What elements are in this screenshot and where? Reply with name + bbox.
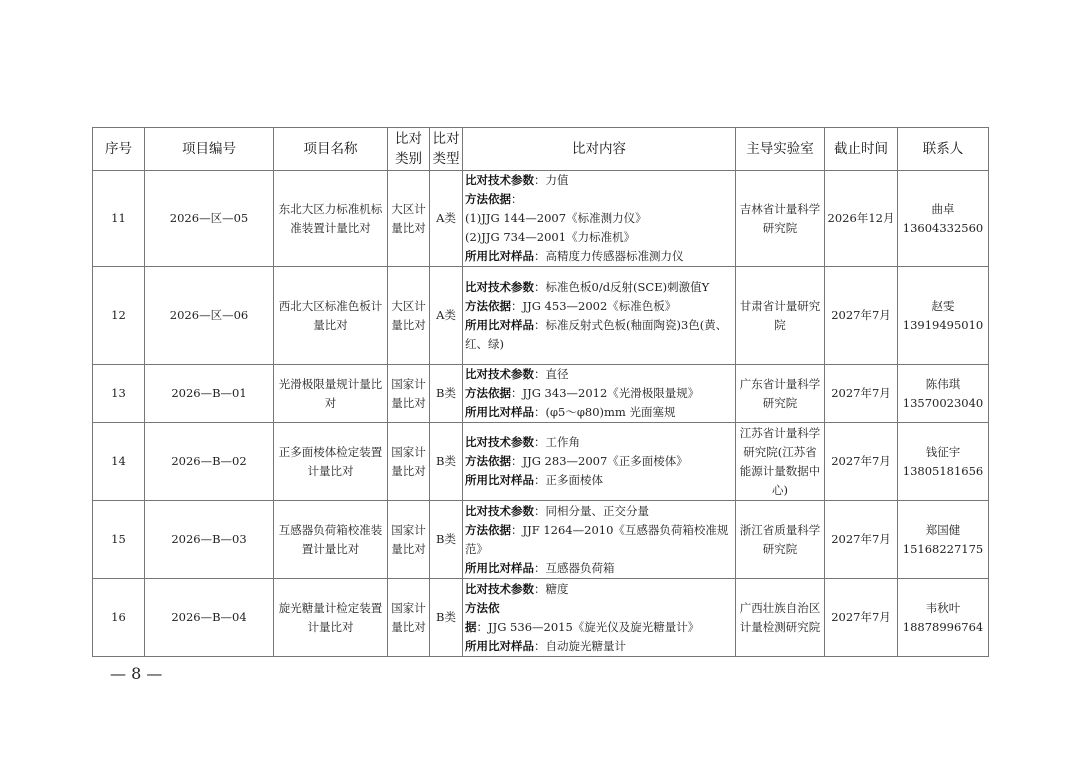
content-text: ：JJG 283—2007《正多面棱体》 [511, 454, 688, 468]
cell-deadline: 2027年7月 [825, 579, 898, 657]
cell-category: 国家计量比对 [388, 365, 430, 423]
cell-deadline: 2027年7月 [825, 501, 898, 579]
cell-lead-lab: 甘肃省计量研究院 [736, 267, 825, 365]
cell-contact [898, 365, 989, 423]
content-line [465, 502, 733, 521]
cell-project-name: 光滑极限量规计量比对 [274, 365, 388, 423]
cell-category: 国家计量比对 [388, 423, 430, 501]
header-type: 比对类型 [430, 128, 463, 171]
cell-lead-lab: 广东省计量科学研究院 [736, 365, 825, 423]
contact-name: 郑国健 [925, 522, 961, 537]
header-content: 比对内容 [463, 128, 736, 171]
cell-project-name: 互感器负荷箱校准装置计量比对 [274, 501, 388, 579]
cell-lead-lab: 吉林省计量科学研究院 [736, 171, 825, 267]
content-line [465, 433, 733, 452]
contact-name: 韦秋叶 [925, 600, 961, 615]
contact-name: 曲卓 [931, 201, 955, 216]
header-lead-lab: 主导实验室 [736, 128, 825, 171]
content-text: ：力值 [534, 173, 569, 187]
cell-content [463, 579, 736, 657]
page-number: — 8 — [110, 664, 163, 683]
cell-content [463, 171, 736, 267]
content-text: ：标准反射式色板(釉面陶瓷)3色(黄、红、绿) [465, 317, 728, 351]
cell-type: B类 [430, 423, 463, 501]
contact-phone: 13604332560 [902, 220, 984, 235]
cell-content [463, 365, 736, 423]
cell-project-name: 旋光糖量计检定装置计量比对 [274, 579, 388, 657]
content-text: ：自动旋光糖量计 [534, 638, 626, 653]
contact-name: 钱征宇 [925, 444, 961, 459]
content-text: ：糖度 [534, 581, 569, 596]
cell-project-code: 2026—区—06 [145, 267, 274, 365]
cell-serial: 12 [93, 267, 145, 365]
cell-type: B类 [430, 501, 463, 579]
cell-project-code: 2026—区—05 [145, 171, 274, 267]
content-line [465, 403, 733, 422]
contact-name: 陈伟琪 [925, 376, 961, 391]
contact-phone: 13805181656 [902, 463, 984, 478]
content-text: ：高精度力传感器标准测力仪 [534, 249, 684, 263]
header-project-name: 项目名称 [274, 128, 388, 171]
content-label: 所用比对样品 [465, 405, 534, 419]
content-label: 比对技术参数 [465, 173, 534, 187]
content-text: (1)JJG 144—2007《标准测力仪》 [465, 211, 647, 225]
content-line [465, 452, 733, 471]
cell-project-code: 2026—B—02 [145, 423, 274, 501]
cell-content [463, 267, 736, 365]
cell-contact [898, 423, 989, 501]
content-label: 比对技术参数 [465, 581, 534, 596]
content-line [465, 471, 733, 490]
content-text: ：互感器负荷箱 [534, 560, 615, 575]
contact-phone: 13919495010 [902, 317, 984, 332]
comparison-projects-table [92, 127, 989, 657]
contact-name: 赵雯 [931, 298, 955, 313]
content-line [465, 247, 733, 266]
header-contact: 联系人 [898, 128, 989, 171]
content-line [465, 209, 733, 228]
cell-lead-lab: 江苏省计量科学研究院(江苏省能源计量数据中心) [736, 423, 825, 501]
content-line [465, 559, 733, 578]
table-row [93, 171, 989, 267]
cell-category: 大区计量比对 [388, 171, 430, 267]
content-line [465, 190, 733, 209]
content-line [465, 580, 733, 599]
contact-phone: 13570023040 [902, 395, 984, 410]
content-label: 方法依据 [465, 192, 511, 206]
content-text: ：工作角 [534, 435, 580, 449]
content-text: ：JJF 1264—2010《互感器负荷箱校准规范》 [465, 522, 729, 556]
cell-contact [898, 267, 989, 365]
header-project-code: 项目编号 [145, 128, 274, 171]
cell-serial: 16 [93, 579, 145, 657]
cell-deadline: 2027年7月 [825, 267, 898, 365]
content-line [465, 637, 733, 656]
content-line [465, 365, 733, 384]
cell-project-code: 2026—B—04 [145, 579, 274, 657]
content-label: 所用比对样品 [465, 560, 534, 575]
cell-type: A类 [430, 171, 463, 267]
content-label: 所用比对样品 [465, 249, 534, 263]
cell-content [463, 423, 736, 501]
header-serial: 序号 [93, 128, 145, 171]
content-line [465, 171, 733, 190]
content-label: 所用比对样品 [465, 317, 534, 332]
content-label: 所用比对样品 [465, 473, 534, 487]
cell-project-code: 2026—B—03 [145, 501, 274, 579]
header-category: 比对类别 [388, 128, 430, 171]
cell-serial: 11 [93, 171, 145, 267]
table-row [93, 579, 989, 657]
content-line [465, 316, 733, 354]
table-row [93, 423, 989, 501]
cell-lead-lab: 广西壮族自治区计量检测研究院 [736, 579, 825, 657]
content-label: 方法依据 [465, 522, 511, 537]
content-line [465, 297, 733, 316]
table-row [93, 501, 989, 579]
content-text: ：JJG 536—2015《旋光仪及旋光糖量计》 [476, 619, 700, 634]
content-text: ：JJG 343—2012《光滑极限量规》 [511, 386, 700, 400]
table-row [93, 365, 989, 423]
content-label: 比对技术参数 [465, 367, 534, 381]
content-label: 方法依据 [465, 386, 511, 400]
cell-content [463, 501, 736, 579]
content-label: 比对技术参数 [465, 503, 534, 518]
contact-phone: 18878996764 [902, 619, 984, 634]
content-line [465, 278, 733, 297]
cell-deadline: 2026年12月 [825, 171, 898, 267]
header-deadline: 截止时间 [825, 128, 898, 171]
cell-category: 国家计量比对 [388, 579, 430, 657]
content-label: 比对技术参数 [465, 435, 534, 449]
cell-deadline: 2027年7月 [825, 365, 898, 423]
cell-project-name: 正多面棱体检定装置计量比对 [274, 423, 388, 501]
cell-project-name: 东北大区力标准机标准装置计量比对 [274, 171, 388, 267]
table-header-row [93, 128, 989, 171]
cell-contact [898, 501, 989, 579]
content-text: ：直径 [534, 367, 569, 381]
cell-serial: 14 [93, 423, 145, 501]
cell-type: A类 [430, 267, 463, 365]
cell-project-code: 2026—B—01 [145, 365, 274, 423]
cell-type: B类 [430, 579, 463, 657]
content-line [465, 384, 733, 403]
content-text: (2)JJG 734—2001《力标准机》 [465, 230, 636, 244]
cell-serial: 15 [93, 501, 145, 579]
cell-serial: 13 [93, 365, 145, 423]
cell-deadline: 2027年7月 [825, 423, 898, 501]
contact-phone: 15168227175 [902, 541, 984, 556]
cell-contact [898, 579, 989, 657]
content-text: ：同相分量、正交分量 [534, 503, 649, 518]
content-label: 比对技术参数 [465, 279, 534, 294]
cell-contact [898, 171, 989, 267]
cell-project-name: 西北大区标准色板计量比对 [274, 267, 388, 365]
content-text: ：JJG 453—2002《标准色板》 [511, 298, 677, 313]
content-line [465, 228, 733, 247]
content-text: ：(φ5～φ80)mm 光面塞规 [534, 405, 676, 419]
table-row [93, 267, 989, 365]
content-text: ：标准色板0/d反射(SCE)刺激值Y [534, 279, 710, 294]
content-line [465, 521, 733, 559]
content-line [465, 599, 733, 637]
cell-category: 国家计量比对 [388, 501, 430, 579]
content-label: 方法依据 [465, 600, 500, 634]
content-label: 所用比对样品 [465, 638, 534, 653]
content-label: 方法依据 [465, 454, 511, 468]
content-text: ： [511, 192, 523, 206]
cell-category: 大区计量比对 [388, 267, 430, 365]
cell-lead-lab: 浙江省质量科学研究院 [736, 501, 825, 579]
cell-type: B类 [430, 365, 463, 423]
content-label: 方法依据 [465, 298, 511, 313]
content-text: ：正多面棱体 [534, 473, 603, 487]
